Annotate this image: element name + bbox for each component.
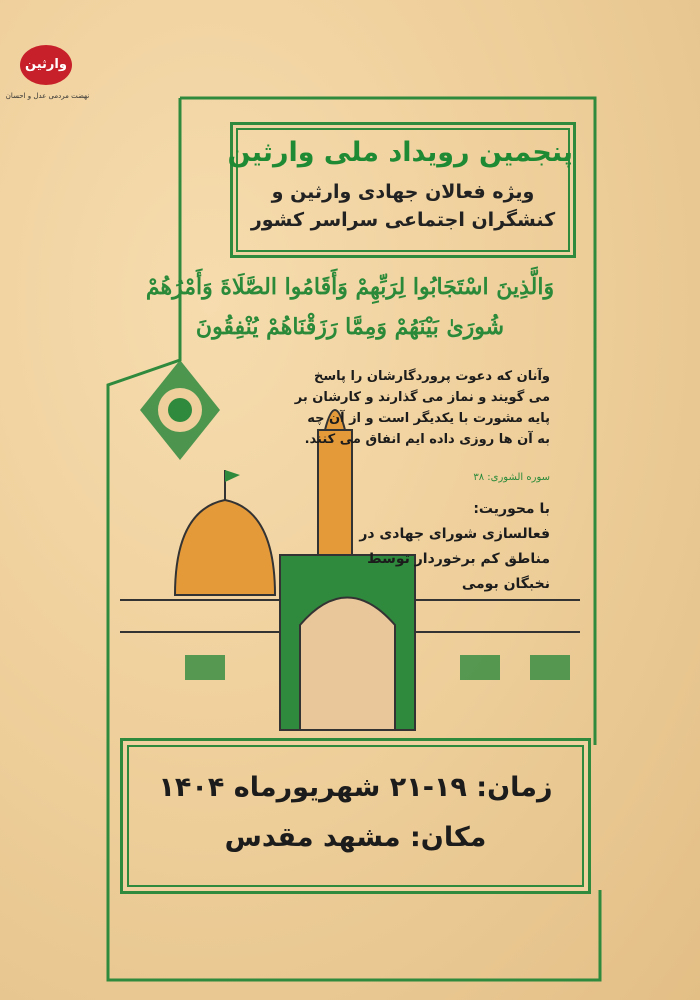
title-box [227,122,576,258]
translation-line: می گویند و نماز می گذارند و کارشان بر [294,390,550,405]
logo-caption: نهضت مردمی عدل و احسان [5,92,90,100]
event-info-box [120,738,591,894]
focus-line: نخبگان بومی [461,576,550,592]
subtitle-line-1: ویژه فعالان جهادی وارثین و [271,181,535,203]
focus-section [359,497,550,597]
translation-line: پایه مشورت با یکدیگر است و از آن چه [307,411,550,426]
focus-line: فعالسازی شورای جهادی در [359,526,550,542]
surah-reference: سوره الشوری: ۳۸ [473,472,550,483]
event-place: مکان: مشهد مقدس [224,822,487,853]
logo-seal: وارثین [20,45,72,85]
verse-line-2: شُورَىٰ بَيْنَهُمْ وَمِمَّا رَزَقْنَاهُمْ يُنْفِقُونَ [195,314,505,340]
focus-line: مناطق کم برخوردار توسط [367,551,550,567]
verse-line-1: وَالَّذِينَ اسْتَجَابُوا لِرَبِّهِمْ وَأَقَامُوا الصَّلَاةَ وَأَمْرُهُمْ [145,274,555,300]
translation-line: به آن ها روزی داده ایم انفاق می کنند. [304,432,550,447]
event-time: زمان: ۱۹-۲۱ شهریورماه ۱۴۰۴ [158,772,553,803]
event-title: پنجمین رویداد ملی وارثین [227,137,573,168]
lantern-ornament-icon [140,360,220,460]
focus-label: با محوریت: [473,501,550,517]
verse-translation [294,366,550,450]
translation-line: وآنان که دعوت پروردگارشان را پاسخ [314,369,550,384]
subtitle-line-2: کنشگران اجتماعی سراسر کشور [250,209,556,231]
